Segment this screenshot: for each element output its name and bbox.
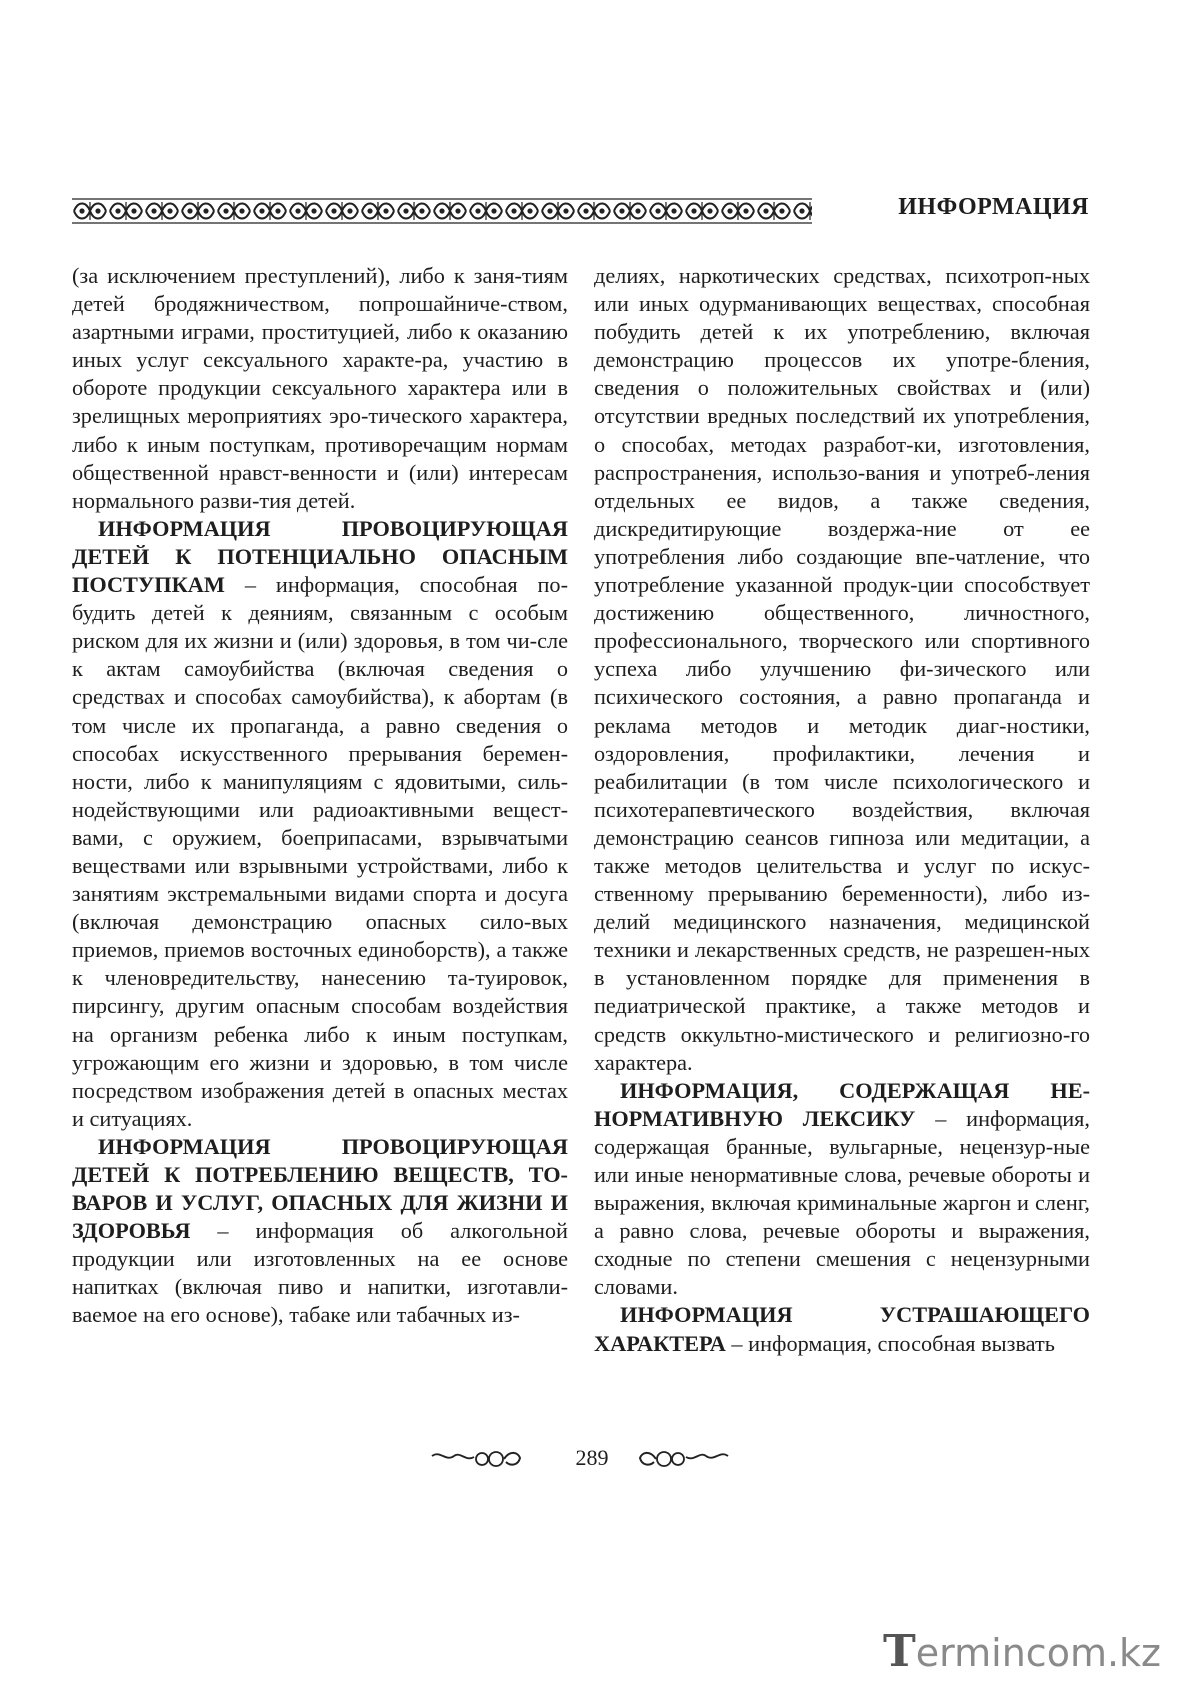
entry-text: – информация, способная вызвать bbox=[725, 1330, 1055, 1356]
entry-text: (за исключением преступлений), либо к заня-тиям детей бродяжничеством, попрошайниче-ством, азартными играми, проституцией, либо к оказанию иных услуг сексуального характе-ра, участию в обороте продукции сексуального характера или в зрелищных мероприятиях эро-тического характера, либо к иным поступкам, противоречащим нормам общественной нравст-венности и (или) интересам нормального разви-тия детей. bbox=[72, 263, 568, 513]
entry-paragraph bbox=[72, 515, 568, 1133]
watermark-o: o bbox=[1046, 1631, 1070, 1675]
entry-term: ИНФОРМАЦИЯ, СОДЕРЖАЩАЯ НЕ-НОРМАТИВНУЮ ЛЕКСИКУ bbox=[594, 1077, 1090, 1131]
entry-text: – информация, содержащая бранные, вульгарные, нецензур-ные или иные ненормативные слова, речевые обороты и выражения, включая криминальные жаргон и сленг, а равно слова, речевые обороты и выражения, сходные по степени смешения с нецензурными словами. bbox=[594, 1105, 1090, 1300]
entry-paragraph bbox=[594, 1301, 1090, 1357]
page-footer bbox=[0, 1444, 1191, 1474]
swirl-ornament-right-icon bbox=[638, 1448, 730, 1470]
entry-text: – информация, способная по-будить детей к деяниям, связанным с особым риском для их жизни и (или) здоровья, в том чи-сле к актам самоубийства (включая сведения о средствах и способах самоубийства), к абортам (в том числе их пропаганда, а равно сведения о способах искусственного прерывания беремен-ности, либо к манипуляциям с ядовитыми, силь-нодействующими или радиоактивными вещест-вами, с оружием, боеприпасами, взрывчатыми веществами или взрывными устройствами, либо к занятиям экстремальными видами спорта и досуга (включая демонстрацию опасных сило-вых приемов, приемов восточных единоборств), а также к членовредительству, нанесению та-туировок, пирсингу, другим опасным способам воздействия на организм ребенка либо к иным поступкам, угрожающим его жизни и здоровью, в том числе посредством изображения детей в опасных местах и ситуациях. bbox=[72, 572, 568, 1131]
running-header-title: ИНФОРМАЦИЯ bbox=[898, 194, 1089, 220]
site-watermark bbox=[883, 1626, 1161, 1677]
entry-paragraph bbox=[594, 262, 1090, 1077]
left-column bbox=[72, 262, 568, 1330]
entry-term: ИНФОРМАЦИЯ ПРОВОЦИРУЮЩАЯ ДЕТЕЙ К ПОТЕНЦИАЛЬНО ОПАСНЫМ ПОСТУПКАМ bbox=[72, 515, 568, 598]
entry-paragraph bbox=[72, 1133, 568, 1330]
watermark-initial: T bbox=[883, 1626, 916, 1677]
page-number: 289 bbox=[575, 1445, 609, 1470]
entry-text: – информация об алкогольной продукции или изготовленных на ее основе напитках (включая пиво и напитки, изготавли-ваемое на его основе), табаке или табачных из- bbox=[72, 1218, 568, 1328]
swirl-ornament-left-icon bbox=[430, 1448, 522, 1470]
right-column bbox=[594, 262, 1090, 1358]
entry-paragraph bbox=[594, 1077, 1090, 1302]
entry-paragraph bbox=[72, 262, 568, 515]
watermark-tail: m.kz bbox=[1069, 1631, 1161, 1675]
watermark-text: erminc bbox=[915, 1631, 1047, 1675]
entry-text: делиях, наркотических средствах, психотроп-ных или иных одурманивающих веществах, способная побудить детей к их употреблению, включая демонстрацию процессов их употре-бления, сведения о положительных свойствах и (или) отсутствии вредных последствий их употребления, о способах, методах разработ-ки, изготовления, распространения, использо-вания и употреб-ления отдельных ее видов, а также сведения, дискредитирующие воздержа-ние от ее употребления либо создающие впе-чатление, что употребление указанной продук-ции способствует достижению общественного, личностного, профессионального, творческого или спортивного успеха либо улучшению фи-зического или психического состояния, а равно пропаганда и реклама методов и методик диаг-ностики, оздоровления, профилактики, лечения и реабилитации (в том числе психологического и психотерапевтического воздействия, включая демонстрацию сеансов гипноза или медитации, а также методов целительства и услуг по искус-ственному прерыванию беременности), либо из-делий медицинского назначения, медицинской техники и лекарственных средств, не разрешен-ных в установленном порядке для применения в педиатрической практике, а также методов и средств оккультно-мистического и религиозно-го характера. bbox=[594, 263, 1090, 1075]
entry-term: ИНФОРМАЦИЯ УСТРАШАЮЩЕГО ХАРАКТЕРА bbox=[594, 1302, 1090, 1356]
entry-term: ИНФОРМАЦИЯ ПРОВОЦИРУЮЩАЯ ДЕТЕЙ К ПОТРЕБЛЕНИЮ ВЕЩЕСТВ, ТО-ВАРОВ И УСЛУГ, ОПАСНЫХ ДЛЯ ЖИЗНИ И ЗДОРОВЬЯ bbox=[72, 1133, 568, 1244]
header-ornament-icon bbox=[72, 198, 812, 224]
